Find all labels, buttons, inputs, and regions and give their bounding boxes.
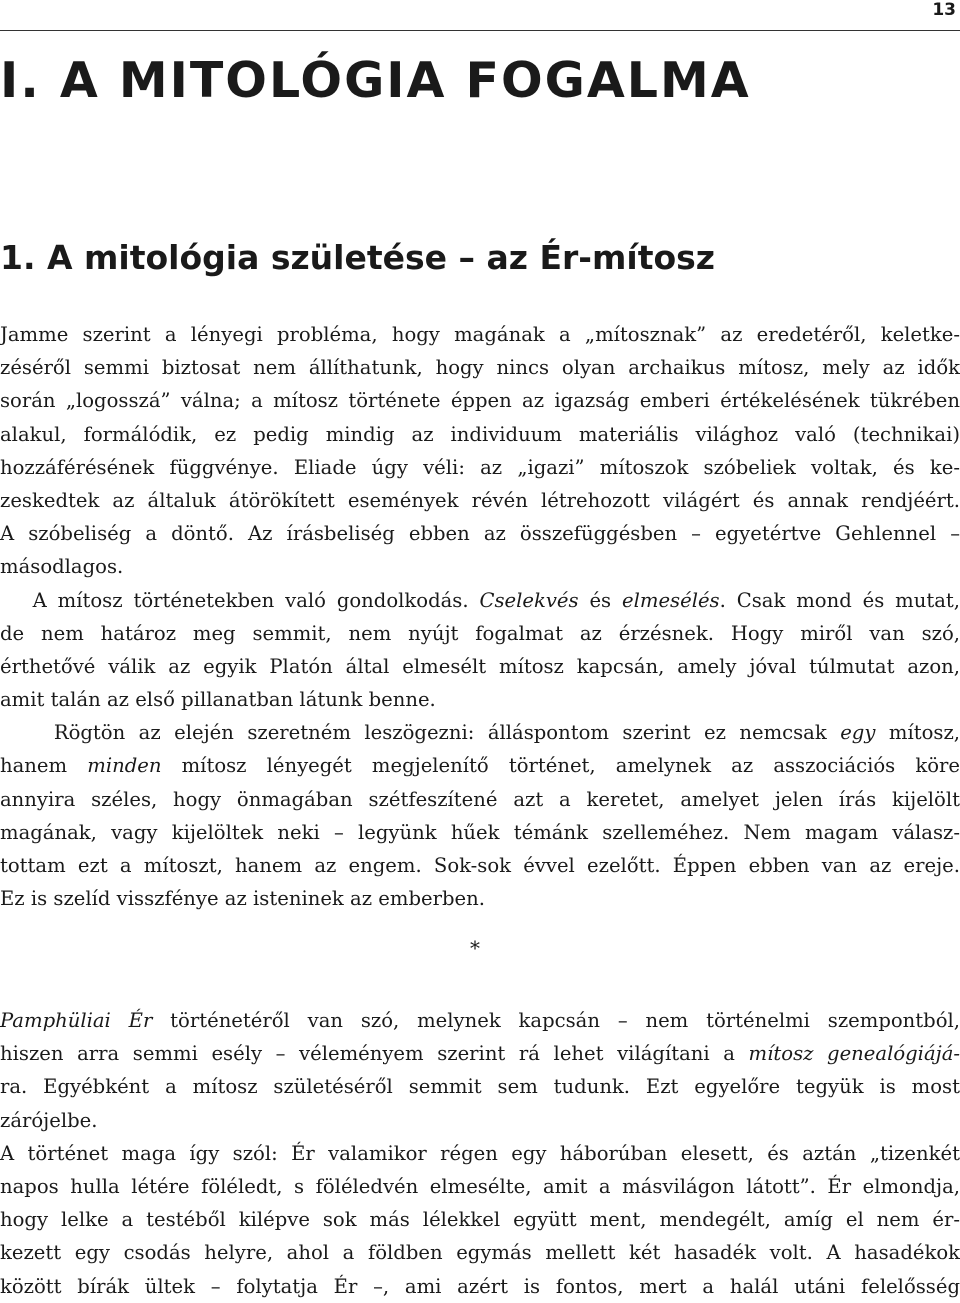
body-text-block-1: [0, 318, 960, 915]
chapter-title: I. A MITOLÓGIA FOGALMA: [0, 52, 751, 109]
text-span: és: [578, 588, 622, 612]
text-span: . Csak mond és mutat,: [719, 588, 960, 612]
text-line: [0, 716, 960, 749]
italic-text: Pamphüliai Ér: [0, 1009, 153, 1032]
text-line: ra. Egyébként a mítosz születéséről semmit sem tudunk. Ezt egyelőre tegyük is most: [0, 1075, 960, 1099]
italic-text: egy: [840, 721, 876, 745]
text-span: történetéről van szó, melynek kapcsán – nem történelmi szempontból,: [152, 1009, 960, 1032]
text-line: de nem határoz meg semmit, nem nyújt fogalmat az érzésnek. Hogy miről van szó,: [0, 621, 960, 645]
text-span: mítosz lényegét megjelenítő történet, amelynek az asszociációs köre: [161, 754, 960, 778]
text-line: annyira széles, hogy önmagában szétfeszítené azt a keretet, amelyet jelen írás kijelölt: [0, 787, 960, 811]
text-line: [0, 749, 960, 782]
text-span: A mítosz történetekben való gondolkodás.: [0, 588, 480, 612]
text-line: során „logosszá” válna; a mítosz története éppen az igazság emberi értékelésének tükrében: [0, 389, 960, 413]
text-line: tottam ezt a mítoszt, hanem az engem. Sok-sok évvel ezelőtt. Éppen ebben van az ereje.: [0, 854, 960, 877]
text-span: hanem: [0, 754, 88, 778]
text-line: [0, 584, 960, 617]
text-line: érthetővé válik az egyik Platón által elmesélt mítosz kapcsán, amely jóval túlmutat azon,: [0, 654, 960, 678]
text-span: mítosz,: [875, 721, 960, 745]
text-line: amit talán az első pillanatban látunk benne.: [0, 688, 436, 712]
text-line: A szóbeliség a döntő. Az írásbeliség ebben az összefüggésben – egyetértve Gehlennel –: [0, 522, 960, 546]
text-line: hozzáférésének függvénye. Eliade úgy véli: az „igazi” mítoszok szóbeliek voltak, és ke-: [0, 455, 960, 479]
text-line: A történet maga így szól: Ér valamikor régen egy háborúban elesett, és aztán „tizenkét: [0, 1141, 960, 1165]
text-line: Ez is szelíd visszfénye az isteninek az emberben.: [0, 887, 485, 911]
header-rule: [0, 30, 960, 31]
text-line: magának, vagy kijelöltek neki – legyünk hűek témánk szelleméhez. Nem magam válasz-: [0, 820, 960, 844]
section-separator: *: [470, 936, 480, 960]
italic-text: Cselekvés: [479, 588, 579, 612]
text-line: hogy lelke a testéből kilépve sok más lélekkel együtt ment, mendegélt, amíg el nem ér-: [0, 1208, 960, 1232]
text-line: alakul, formálódik, ez pedig mindig az individuum materiális világhoz való (technikai): [0, 422, 960, 446]
text-line: kezett egy csodás helyre, ahol a földben egymás mellett két hasadék volt. A hasadékok: [0, 1241, 960, 1265]
text-line: zárójelbe.: [0, 1108, 98, 1132]
italic-text: elmesélés: [622, 588, 720, 612]
italic-text: mítosz genealógiájá-: [748, 1042, 960, 1066]
section-title: 1. A mitológia születése – az Ér-mítosz: [0, 238, 715, 277]
text-line: [0, 1037, 960, 1070]
body-text-block-2: [0, 1004, 960, 1303]
text-line: [0, 1004, 960, 1037]
text-line: Jamme szerint a lényegi probléma, hogy magának a „mítosznak” az eredetéről, keletke-: [0, 323, 960, 346]
text-line: zeskedtek az általuk átörökített események révén létrehozott világért és annak rendjéért.: [0, 488, 960, 512]
text-line: között bírák ültek – folytatja Ér –, ami azért is fontos, mert a halál utáni felelősség: [0, 1274, 960, 1298]
text-span: hiszen arra semmi esély – véleményem szerint rá lehet világítani a: [0, 1042, 749, 1066]
text-line: zéséről semmi biztosat nem állíthatunk, hogy nincs olyan archaikus mítosz, mely az idők: [0, 356, 960, 380]
text-line: napos hulla létére föléledt, s föléledvén elmesélte, amit a másvilágon látott”. Ér elmondja,: [0, 1174, 960, 1198]
text-line: másodlagos.: [0, 555, 124, 579]
page-number: 13: [932, 0, 956, 20]
italic-text: minden: [87, 754, 162, 778]
text-span: Rögtön az elején szeretném leszögezni: álláspontom szerint ez nemcsak: [0, 721, 841, 745]
